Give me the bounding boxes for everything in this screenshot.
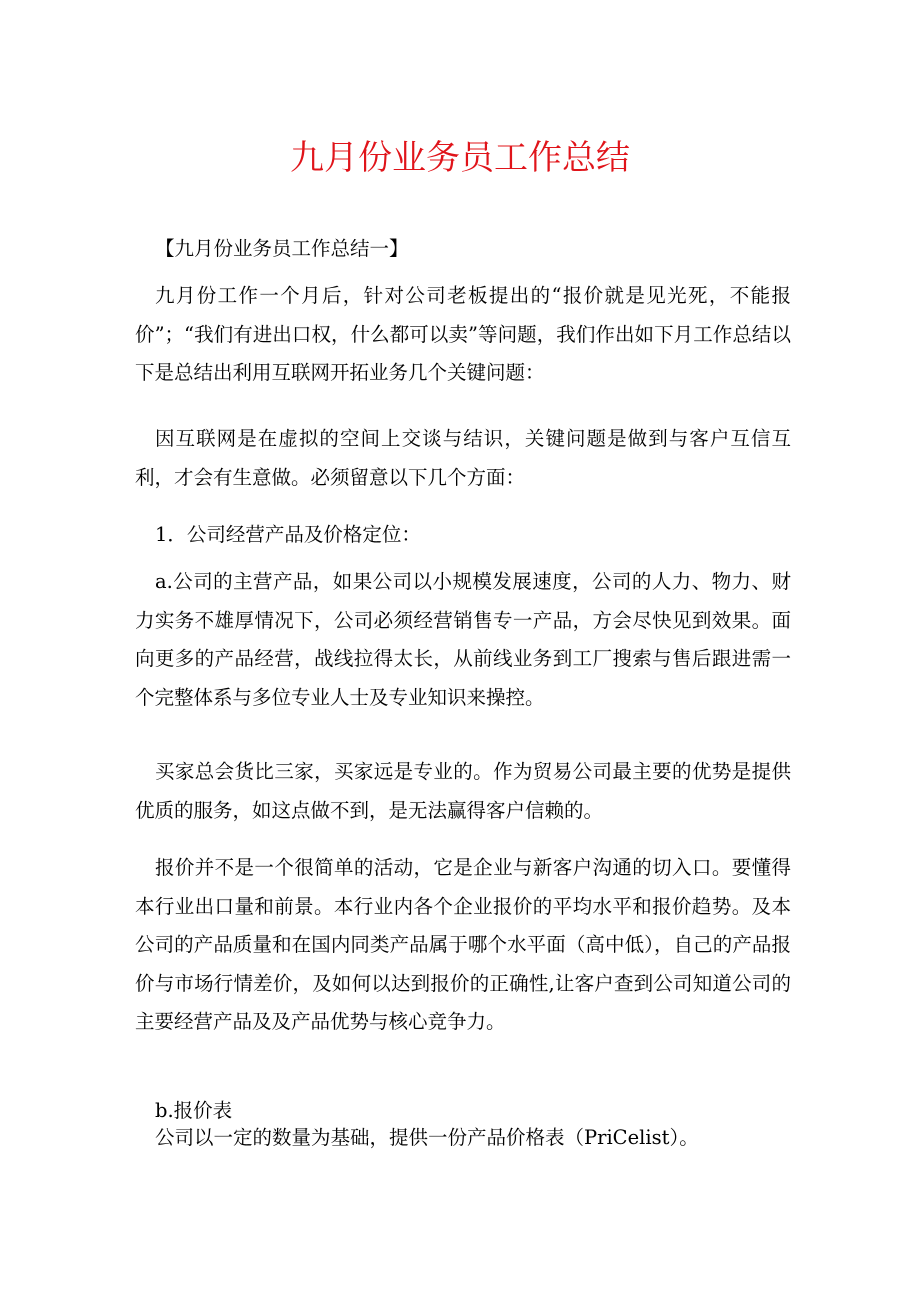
paragraph-3-block: [135, 516, 791, 555]
section-heading: 【九月份业务员工作总结一】: [155, 237, 409, 260]
paragraph-4-block: [135, 563, 791, 717]
sub-item-b-label: b.报价表: [155, 1099, 233, 1122]
paragraph: 因互联网是在虚拟的空间上交谈与结识，关键问题是做到与客户互信互利，才会有生意做。必须留意以下几个方面：: [135, 427, 791, 489]
document-title: 九月份业务员工作总结: [290, 138, 630, 178]
paragraph-6-block: [135, 849, 791, 1042]
paragraph: a.公司的主营产品，如果公司以小规模发展速度，公司的人力、物力、财力实务不雄厚情况下，公司必须经营销售专一产品，方会尽快见到效果。面向更多的产品经营，战线拉得太长，从前线业务到工厂搜索与售后跟进需一个完整体系与多位专业人士及专业知识来操控。: [135, 570, 791, 709]
sub-item-b-text: 公司以一定的数量为基础，提供一份产品价格表（PriCelist）。: [155, 1126, 699, 1149]
section-heading-block: [135, 230, 791, 269]
paragraph: 九月份工作一个月后，针对公司老板提出的“报价就是见光死，不能报价”；“我们有进出口权，什么都可以卖”等问题，我们作出如下月工作总结以下是总结出利用互联网开拓业务几个关键问题：: [135, 284, 791, 384]
paragraph-2-block: [135, 420, 791, 497]
paragraph: 报价并不是一个很简单的活动，它是企业与新客户沟通的切入口。要懂得本行业出口量和前景。本行业内各个企业报价的平均水平和报价趋势。及本公司的产品质量和在国内同类产品属于哪个水平面（高中低），自己的产品报价与市场行情差价，及如何以达到报价的正确性,让客户查到公司知道公司的主要经营产品及及产品优势与核心竞争力。: [135, 856, 791, 1033]
paragraph: 买家总会货比三家，买家远是专业的。作为贸易公司最主要的优势是提供优质的服务，如这点做不到，是无法赢得客户信赖的。: [135, 760, 791, 822]
paragraph-1-block: [135, 277, 791, 393]
paragraph-5-block: [135, 753, 791, 830]
numbered-item: 1．公司经营产品及价格定位：: [155, 523, 421, 546]
